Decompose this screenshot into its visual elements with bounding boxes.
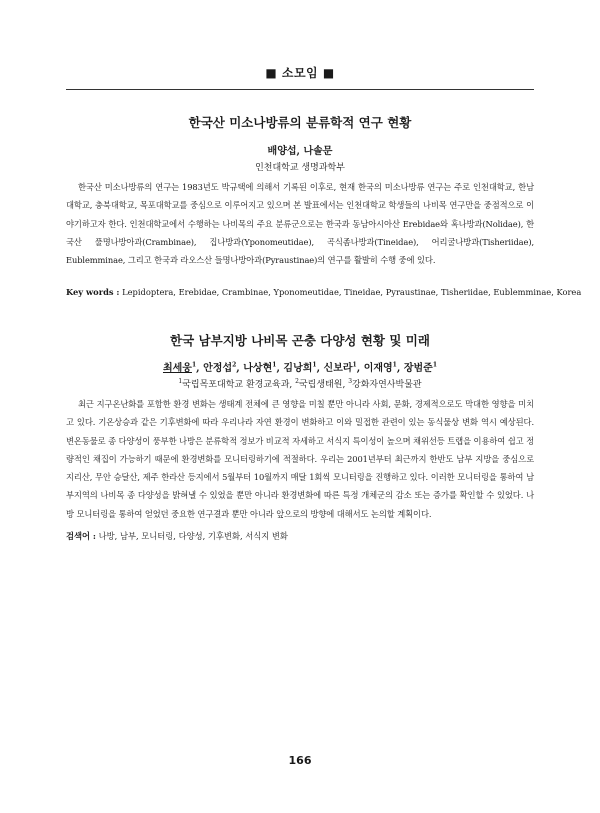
author-separator: , [396,363,404,374]
paper1-authors: 배양섭, 나솔문 [267,146,333,157]
paper2-title: 한국 남부지방 나비목 곤충 다양성 현황 및 미래 [170,333,430,348]
author-name: 최세웅 [162,363,192,374]
page-number: 166 [288,754,312,767]
author-name: 장범준 [403,363,433,374]
author-affiliation-mark: 1 [352,361,357,369]
author-affiliation-mark: 1 [272,361,277,369]
paper1-keywords-label: Key words : [66,287,120,297]
paper1-title: 한국산 미소나방류의 분류학적 연구 현황 [188,115,412,130]
affiliation-text: 국립목포대학교 환경교육과 [182,380,290,390]
author-affiliation-mark: 1 [191,361,197,369]
author-name: 신보라 [323,363,353,374]
author-separator: , [276,363,284,374]
paper2-abstract: 최근 지구온난화를 포함한 환경 변화는 생태계 전체에 큰 영향을 미칠 뿐만 아니라 사회, 문화, 경제적으로도 막대한 영향을 미치고 있다. 기온상승과 같은 기후변화에 따라 우리나라 자연 환경이 변화하고 이와 밀접한 관련이 있는 동식물상 변화 역시 예상된다. 변온동물로 종 다양성이 풍부한 나방은 분류학적 정보가 비교적 자세하고 서식지 특이성이 높으며 채위선등 트랩을 이용하여 쉽고 정량적인 채집이 가능하기 때문에 환경변화를 모니터링하기에 적절하다. 우리는 2001년부터 최근까지 한반도 남부 지방을 중심으로 지리산, 무안 승달산, 제주 한라산 등지에서 5월부터 10월까지 매달 1회씩 모니터링을 진행하고 있다. 이러한 모니터링을 통하여 남부지역의 나비목 종 다양성을 밝혀낼 수 있었을 뿐만 아니라 환경변화에 따른 특정 개체군의 감소 또는 증가를 확인할 수 있었다. 나방 모니터링을 통하여 얻었던 중요한 연구결과 뿐만 아니라 앞으로의 방향에 대해서도 논의할 계획이다. [66,399,535,519]
author-separator: , [236,363,244,374]
paper2-keywords-text: 나방, 남부, 모니터링, 다양성, 기후변화, 서식지 변화 [98,531,288,541]
section-header: ■ 소모임 ■ [265,66,335,80]
author-separator: , [196,363,204,374]
author-affiliation-mark: 1 [392,361,397,369]
affiliation-mark: 2 [295,378,299,385]
paper2-authors [66,359,534,374]
affiliation-text: 국립생태원 [298,380,343,390]
author-name: 김낭희 [283,363,313,374]
author-name: 나상현 [243,363,273,374]
affiliation-mark: 3 [348,378,353,385]
author-separator: , [356,363,364,374]
author-affiliation-mark: 1 [432,361,437,369]
paper1-keywords [66,285,582,299]
paper2-affiliations [66,377,534,390]
affiliation-separator: , [342,380,349,390]
paper1-keywords-text: Lepidoptera, Erebidae, Crambinae, Yponomeutidae, Tineidae, Pyraustinae, Tisheriidae, Eublemminae, Korea [122,287,582,297]
paper1-abstract: 한국산 미소나방류의 연구는 1983년도 박규택에 의해서 기록된 이후로, 현재 한국의 미소나방류 연구는 주로 인천대학교, 한남대학교, 충북대학교, 목포대학교를 중심으로 이루어지고 있으며 본 발표에서는 인천대학교 학생들의 나비목 연구만을 중점적으로 이야기하고자 한다. 인천대학교에서 수행하는 나비목의 주요 분류군으로는 한국과 동남아시아산 Erebidae와 혹나방과(Nolidae), 한국산 풀명나방아과(Crambinae), 집나방과(Yponomeutidae), 곡식좀나방과(Tineidae), 어리굴나방과(Tisheriidae), Eublemminae, 그리고 한국과 라오스산 들명나방아과(Pyraustinae)의 연구를 활발히 수행 중에 있다. [66,182,534,266]
author-name: 이재영 [363,363,393,374]
author-affiliation-mark: 1 [312,361,317,369]
author-affiliation-mark: 2 [232,361,237,369]
paper1-affiliation: 인천대학교 생명과학부 [255,163,345,173]
affiliation-separator: , [289,380,296,390]
paper2-keywords-label: 검색어 : [66,531,96,541]
author-separator: , [316,363,324,374]
paper2-keywords [66,529,536,543]
author-name: 안정섭 [203,363,233,374]
affiliation-mark: 1 [178,378,183,385]
affiliation-text: 강화자연사박물관 [352,380,422,390]
header-divider [66,89,534,90]
